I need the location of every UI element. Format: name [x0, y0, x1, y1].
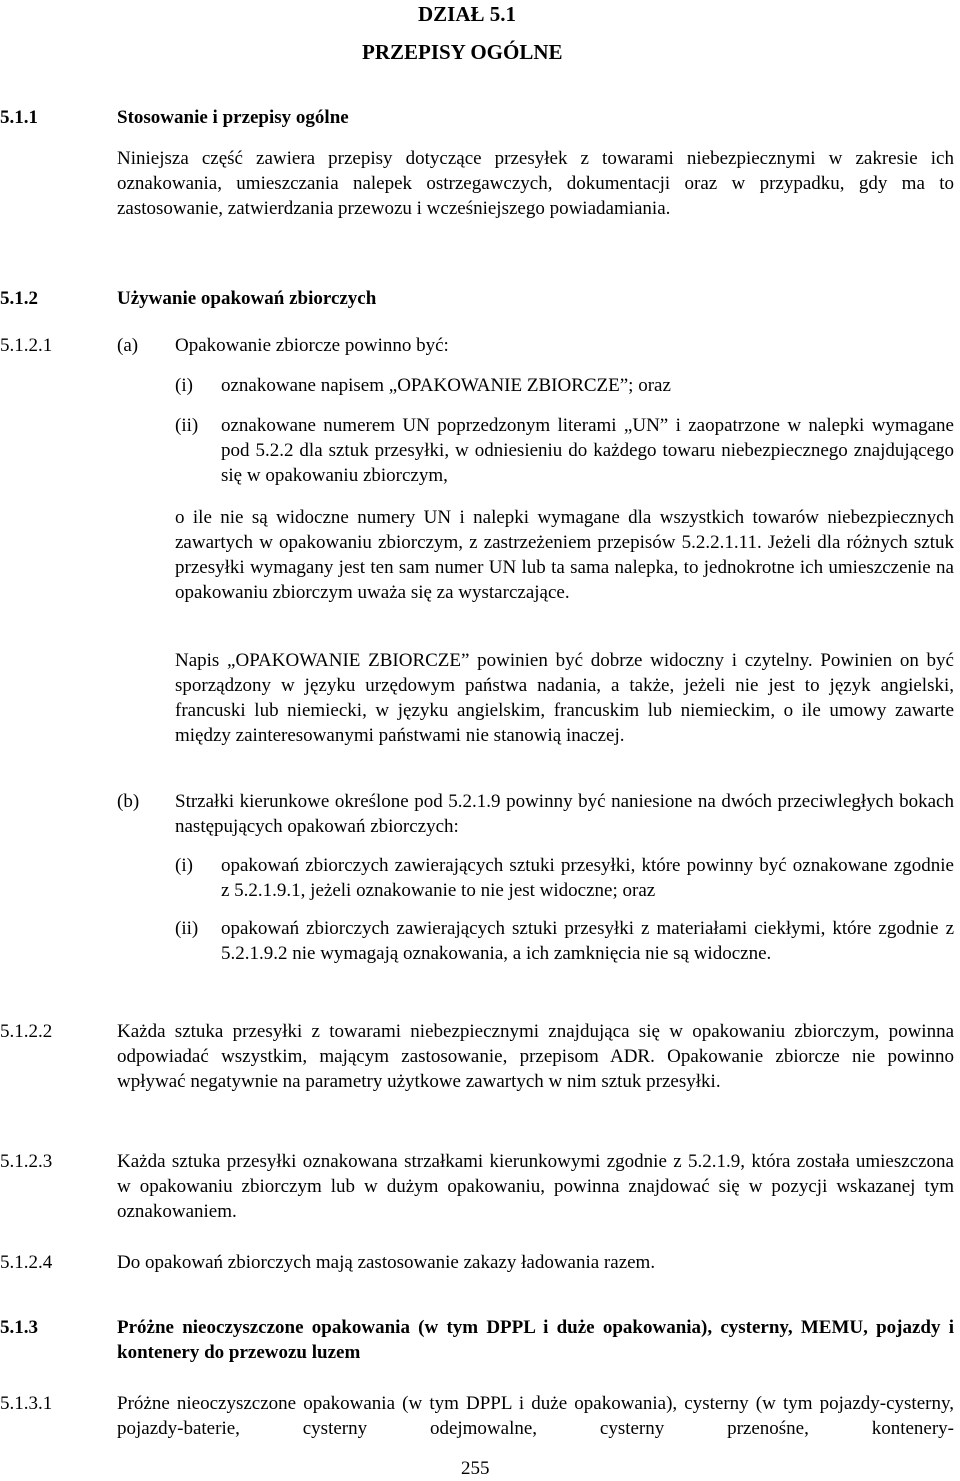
page-number: 255	[461, 1458, 490, 1479]
subitem-label-i: (i)	[175, 855, 193, 876]
paragraph: Napis „OPAKOWANIE ZBIORCZE” powinien być dobrze widoczny i czytelny. Powinien on być sporządzony w języku urzędowym państwa nadania, a także, jeżeli nie jest to język angielski, francuski lub niemiecki, w języku angielskim, francuskim lub niemieckim, o ile umowy zawarte między zainteresowanymi państwami nie stanowią inaczej.	[175, 650, 954, 746]
subitem-text: oznakowane numerem UN poprzedzonym literami „UN” i zaopatrzone w nalepki wymagane pod 5.2.2 dla sztuk przesyłki, w odniesieniu do każdego towaru niebezpiecznego znajdującego się w opakowaniu zbiorczym,	[221, 415, 954, 486]
subitem-text: oznakowane napisem „OPAKOWANIE ZBIORCZE”; oraz	[221, 375, 671, 396]
paragraph: Próżne nieoczyszczone opakowania (w tym DPPL i duże opakowania), cysterny (w tym pojazdy-cysterny, pojazdy-baterie, cysterny odejmowalne, cysterny przenośne, kontenery-	[117, 1393, 954, 1439]
paragraph: Do opakowań zbiorczych mają zastosowanie zakazy ładowania razem.	[117, 1252, 656, 1273]
chapter-label: DZIAŁ 5.1	[418, 2, 517, 26]
subsection-number: 5.1.2.1	[0, 335, 53, 356]
subitem-text: opakowań zbiorczych zawierających sztuki przesyłki z materiałami ciekłymi, które zgodnie z 5.2.1.9.2 nie wymagają oznakowania, a ich zamknięcia nie są widoczne.	[221, 918, 954, 964]
item-label-a: (a)	[117, 335, 139, 356]
paragraph: Każda sztuka przesyłki oznakowana strzałkami kierunkowymi zgodnie z 5.2.1.9, która została umieszczona w opakowaniu zbiorczym lub w dużym opakowaniu, powinna znajdować się w pozycji wskazanej tym oznakowaniem.	[117, 1151, 954, 1222]
section-number: 5.1.2	[0, 288, 38, 309]
chapter-title: PRZEPISY OGÓLNE	[362, 40, 563, 64]
subsection-number: 5.1.2.2	[0, 1021, 53, 1042]
subitem-label-ii: (ii)	[175, 415, 199, 436]
section-heading: Próżne nieoczyszczone opakowania (w tym DPPL i duże opakowania), cysterny, MEMU, pojazdy i kontenery do przewozu luzem	[117, 1317, 954, 1363]
section-heading: Stosowanie i przepisy ogólne	[117, 107, 349, 128]
paragraph: Niniejsza część zawiera przepisy dotyczące przesyłek z towarami niebezpiecznymi w zakresie ich oznakowania, umieszczania nalepek ostrzegawczych, dokumentacji oraz w przypadku, gdy ma to zastosowanie, zatwierdzania przewozu i wcześniejszego powiadamiania.	[117, 148, 954, 219]
subsection-number: 5.1.2.4	[0, 1252, 53, 1273]
paragraph: Każda sztuka przesyłki z towarami niebezpiecznymi znajdująca się w opakowaniu zbiorczym, powinna odpowiadać wszystkim, mającym zastosowanie, przepisom ADR. Opakowanie zbiorcze nie powinno wpływać negatywnie na parametry użytkowe zawartych w nim sztuk przesyłki.	[117, 1021, 954, 1092]
subitem-label-ii: (ii)	[175, 918, 199, 939]
section-number: 5.1.3	[0, 1317, 38, 1338]
item-intro-a: Opakowanie zbiorcze powinno być:	[175, 335, 449, 356]
item-intro-b: Strzałki kierunkowe określone pod 5.2.1.9 powinny być naniesione na dwóch przeciwległych bokach następujących opakowań zbiorczych:	[175, 791, 954, 837]
subsection-number: 5.1.2.3	[0, 1151, 53, 1172]
section-heading: Używanie opakowań zbiorczych	[117, 288, 377, 309]
subsection-number: 5.1.3.1	[0, 1393, 53, 1414]
subitem-label-i: (i)	[175, 375, 193, 396]
paragraph: o ile nie są widoczne numery UN i nalepki wymagane dla wszystkich towarów niebezpiecznych zawartych w opakowaniu zbiorczym, z zastrzeżeniem przepisów 5.2.2.1.11. Jeżeli dla różnych sztuk przesyłki wymagany jest ten sam numer UN lub ta sama nalepka, to jednokrotne ich umieszczenie na opakowaniu zbiorczym uważa się za wystarczające.	[175, 507, 954, 603]
subitem-text: opakowań zbiorczych zawierających sztuki przesyłki, które powinny być oznakowane zgodnie z 5.2.1.9.1, jeżeli oznakowanie to nie jest widoczne; oraz	[221, 855, 954, 901]
item-label-b: (b)	[117, 791, 140, 812]
section-number: 5.1.1	[0, 107, 38, 128]
